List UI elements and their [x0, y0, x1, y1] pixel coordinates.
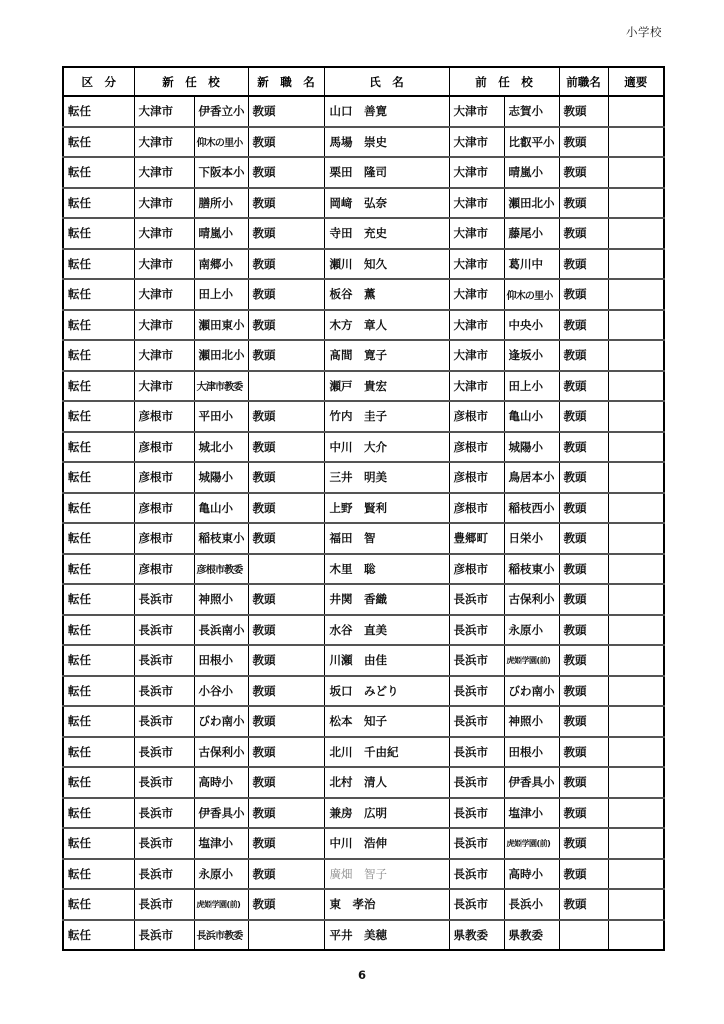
cell-prev-school: 永原小 — [504, 615, 559, 646]
table-row — [63, 96, 664, 127]
table-row — [63, 279, 664, 310]
cell-new-title — [248, 371, 324, 402]
cell-prev-title: 教頭 — [559, 96, 608, 127]
cell-name: 三井 明美 — [324, 462, 449, 493]
page-category-label: 小学校 — [626, 25, 662, 39]
cell-new-city: 彦根市 — [134, 401, 194, 432]
table-row — [63, 859, 664, 890]
cell-new-school: 彦根市教委 — [194, 554, 248, 585]
cell-prev-school: 虎姫学園(前) — [504, 645, 559, 676]
cell-name: 井関 香織 — [324, 584, 449, 615]
cell-prev-school: 高時小 — [504, 859, 559, 890]
cell-new-title: 教頭 — [248, 798, 324, 829]
cell-new-school: 伊香具小 — [194, 798, 248, 829]
cell-remarks — [608, 249, 664, 280]
cell-prev-school: 亀山小 — [504, 401, 559, 432]
cell-prev-title: 教頭 — [559, 615, 608, 646]
cell-prev-school: びわ南小 — [504, 676, 559, 707]
cell-new-city: 大津市 — [134, 218, 194, 249]
cell-prev-city: 長浜市 — [449, 889, 504, 920]
cell-prev-city: 大津市 — [449, 127, 504, 158]
cell-kubun: 転任 — [63, 828, 134, 859]
table-row — [63, 432, 664, 463]
cell-prev-title: 教頭 — [559, 157, 608, 188]
cell-prev-school: 塩津小 — [504, 798, 559, 829]
cell-new-school: 小谷小 — [194, 676, 248, 707]
cell-name: 坂口 みどり — [324, 676, 449, 707]
cell-new-city: 長浜市 — [134, 889, 194, 920]
cell-prev-title: 教頭 — [559, 645, 608, 676]
cell-prev-school: 県教委 — [504, 920, 559, 951]
cell-prev-city: 彦根市 — [449, 432, 504, 463]
cell-prev-title: 教頭 — [559, 828, 608, 859]
cell-new-school: 下阪本小 — [194, 157, 248, 188]
cell-prev-city: 長浜市 — [449, 676, 504, 707]
cell-new-city: 長浜市 — [134, 706, 194, 737]
cell-prev-title: 教頭 — [559, 889, 608, 920]
cell-remarks — [608, 279, 664, 310]
cell-new-city: 長浜市 — [134, 767, 194, 798]
cell-remarks — [608, 218, 664, 249]
table-row — [63, 462, 664, 493]
cell-name: 水谷 直美 — [324, 615, 449, 646]
cell-new-city: 彦根市 — [134, 554, 194, 585]
table-row — [63, 218, 664, 249]
cell-remarks — [608, 340, 664, 371]
cell-prev-title: 教頭 — [559, 767, 608, 798]
cell-name: 山口 善寛 — [324, 96, 449, 127]
cell-new-school: 大津市教委 — [194, 371, 248, 402]
cell-remarks — [608, 737, 664, 768]
cell-kubun: 転任 — [63, 310, 134, 341]
cell-new-school: 城北小 — [194, 432, 248, 463]
cell-new-school: 平田小 — [194, 401, 248, 432]
cell-prev-school: 瀬田北小 — [504, 188, 559, 219]
table-row — [63, 493, 664, 524]
cell-prev-title: 教頭 — [559, 401, 608, 432]
cell-new-city: 大津市 — [134, 340, 194, 371]
cell-new-school: 永原小 — [194, 859, 248, 890]
cell-new-title: 教頭 — [248, 645, 324, 676]
cell-remarks — [608, 157, 664, 188]
cell-name: 板谷 薫 — [324, 279, 449, 310]
cell-new-city: 大津市 — [134, 371, 194, 402]
cell-kubun: 転任 — [63, 920, 134, 951]
cell-prev-title: 教頭 — [559, 584, 608, 615]
cell-new-title: 教頭 — [248, 188, 324, 219]
cell-prev-title: 教頭 — [559, 523, 608, 554]
table-row — [63, 401, 664, 432]
table-row — [63, 554, 664, 585]
cell-prev-school: 田根小 — [504, 737, 559, 768]
cell-kubun: 転任 — [63, 432, 134, 463]
cell-remarks — [608, 432, 664, 463]
cell-new-title: 教頭 — [248, 584, 324, 615]
cell-prev-school: 伊香具小 — [504, 767, 559, 798]
cell-name: 瀬戸 貴宏 — [324, 371, 449, 402]
cell-prev-school: 長浜小 — [504, 889, 559, 920]
cell-new-school: 高時小 — [194, 767, 248, 798]
table-row — [63, 310, 664, 341]
cell-name: 福田 智 — [324, 523, 449, 554]
cell-new-title: 教頭 — [248, 310, 324, 341]
cell-prev-city: 大津市 — [449, 310, 504, 341]
cell-remarks — [608, 645, 664, 676]
cell-kubun: 転任 — [63, 188, 134, 219]
cell-new-school: 瀬田北小 — [194, 340, 248, 371]
cell-new-city: 大津市 — [134, 279, 194, 310]
cell-prev-city: 大津市 — [449, 188, 504, 219]
cell-name: 上野 賢利 — [324, 493, 449, 524]
cell-name: 中川 浩伸 — [324, 828, 449, 859]
cell-new-title: 教頭 — [248, 889, 324, 920]
table-row — [63, 889, 664, 920]
cell-new-title: 教頭 — [248, 523, 324, 554]
cell-prev-city: 大津市 — [449, 96, 504, 127]
cell-remarks — [608, 523, 664, 554]
cell-prev-title: 教頭 — [559, 218, 608, 249]
table-row — [63, 249, 664, 280]
cell-new-title: 教頭 — [248, 706, 324, 737]
cell-prev-city: 彦根市 — [449, 401, 504, 432]
cell-kubun: 転任 — [63, 645, 134, 676]
cell-new-title — [248, 554, 324, 585]
table-row — [63, 676, 664, 707]
cell-new-title: 教頭 — [248, 127, 324, 158]
cell-prev-title: 教頭 — [559, 462, 608, 493]
cell-name: 髙間 寛子 — [324, 340, 449, 371]
cell-kubun: 転任 — [63, 96, 134, 127]
cell-remarks — [608, 127, 664, 158]
table-row — [63, 371, 664, 402]
cell-prev-school: 日栄小 — [504, 523, 559, 554]
cell-name: 廣畑 智子 — [324, 859, 449, 890]
table-row — [63, 615, 664, 646]
cell-prev-school: 鳥居本小 — [504, 462, 559, 493]
page-number: 6 — [357, 968, 366, 982]
cell-new-city: 長浜市 — [134, 737, 194, 768]
cell-new-city: 大津市 — [134, 188, 194, 219]
cell-new-title: 教頭 — [248, 279, 324, 310]
cell-new-school: 塩津小 — [194, 828, 248, 859]
cell-prev-school: 中央小 — [504, 310, 559, 341]
table-row — [63, 523, 664, 554]
cell-prev-title — [559, 920, 608, 951]
cell-name: 川瀬 由佳 — [324, 645, 449, 676]
cell-prev-city: 長浜市 — [449, 737, 504, 768]
cell-new-title: 教頭 — [248, 493, 324, 524]
cell-prev-city: 彦根市 — [449, 493, 504, 524]
table-header — [63, 67, 664, 96]
table-row — [63, 188, 664, 219]
cell-remarks — [608, 889, 664, 920]
cell-prev-school: 逢坂小 — [504, 340, 559, 371]
table-row — [63, 767, 664, 798]
cell-prev-city: 長浜市 — [449, 767, 504, 798]
cell-kubun: 転任 — [63, 584, 134, 615]
cell-prev-title: 教頭 — [559, 676, 608, 707]
cell-new-city: 長浜市 — [134, 645, 194, 676]
cell-name: 松本 知子 — [324, 706, 449, 737]
cell-new-city: 長浜市 — [134, 920, 194, 951]
cell-new-school: 伊香立小 — [194, 96, 248, 127]
cell-new-school: 田根小 — [194, 645, 248, 676]
table-row — [63, 920, 664, 951]
cell-remarks — [608, 706, 664, 737]
cell-prev-school: 藤尾小 — [504, 218, 559, 249]
personnel-transfer-table — [62, 66, 665, 951]
cell-new-school: 長浜南小 — [194, 615, 248, 646]
cell-kubun: 転任 — [63, 462, 134, 493]
table-row — [63, 645, 664, 676]
cell-name: 兼房 広明 — [324, 798, 449, 829]
cell-new-title: 教頭 — [248, 767, 324, 798]
cell-new-school: 南郷小 — [194, 249, 248, 280]
cell-remarks — [608, 554, 664, 585]
cell-name: 木方 章人 — [324, 310, 449, 341]
cell-name: 北川 千由紀 — [324, 737, 449, 768]
cell-kubun: 転任 — [63, 798, 134, 829]
table-row — [63, 706, 664, 737]
cell-new-title: 教頭 — [248, 859, 324, 890]
cell-new-school: 瀬田東小 — [194, 310, 248, 341]
cell-prev-school: 葛川中 — [504, 249, 559, 280]
cell-prev-city: 長浜市 — [449, 584, 504, 615]
cell-kubun: 転任 — [63, 767, 134, 798]
cell-prev-city: 大津市 — [449, 371, 504, 402]
cell-prev-title: 教頭 — [559, 340, 608, 371]
cell-new-title: 教頭 — [248, 218, 324, 249]
cell-new-title: 教頭 — [248, 96, 324, 127]
cell-new-city: 長浜市 — [134, 615, 194, 646]
cell-prev-school: 比叡平小 — [504, 127, 559, 158]
cell-prev-city: 大津市 — [449, 340, 504, 371]
header-row — [63, 67, 664, 96]
cell-remarks — [608, 828, 664, 859]
cell-prev-city: 彦根市 — [449, 554, 504, 585]
table-row — [63, 340, 664, 371]
cell-new-school: 長浜市教委 — [194, 920, 248, 951]
cell-kubun: 転任 — [63, 615, 134, 646]
cell-new-title: 教頭 — [248, 615, 324, 646]
cell-new-school: 膳所小 — [194, 188, 248, 219]
cell-prev-title: 教頭 — [559, 859, 608, 890]
header-name: 氏 名 — [324, 67, 449, 96]
header-new-school: 新 任 校 — [134, 67, 248, 96]
cell-prev-title: 教頭 — [559, 798, 608, 829]
cell-new-title: 教頭 — [248, 676, 324, 707]
cell-prev-title: 教頭 — [559, 279, 608, 310]
cell-prev-school: 神照小 — [504, 706, 559, 737]
cell-new-school: 田上小 — [194, 279, 248, 310]
cell-prev-city: 長浜市 — [449, 615, 504, 646]
header-prev-title: 前職名 — [559, 67, 608, 96]
cell-prev-title: 教頭 — [559, 249, 608, 280]
cell-kubun: 転任 — [63, 676, 134, 707]
cell-prev-school: 晴嵐小 — [504, 157, 559, 188]
cell-kubun: 転任 — [63, 218, 134, 249]
cell-prev-city: 長浜市 — [449, 798, 504, 829]
header-new-title: 新 職 名 — [248, 67, 324, 96]
cell-new-school: 古保利小 — [194, 737, 248, 768]
table-row — [63, 127, 664, 158]
cell-kubun: 転任 — [63, 493, 134, 524]
cell-remarks — [608, 462, 664, 493]
cell-new-title: 教頭 — [248, 249, 324, 280]
cell-name: 岡﨑 弘奈 — [324, 188, 449, 219]
cell-kubun: 転任 — [63, 737, 134, 768]
cell-name: 寺田 充史 — [324, 218, 449, 249]
cell-remarks — [608, 615, 664, 646]
cell-prev-title: 教頭 — [559, 188, 608, 219]
cell-new-title: 教頭 — [248, 432, 324, 463]
cell-new-school: 虎姫学園(前) — [194, 889, 248, 920]
cell-prev-title: 教頭 — [559, 432, 608, 463]
cell-prev-school: 稲枝西小 — [504, 493, 559, 524]
cell-prev-city: 豊郷町 — [449, 523, 504, 554]
cell-new-title: 教頭 — [248, 828, 324, 859]
cell-prev-city: 大津市 — [449, 218, 504, 249]
cell-new-city: 大津市 — [134, 157, 194, 188]
cell-new-title: 教頭 — [248, 737, 324, 768]
cell-new-city: 長浜市 — [134, 798, 194, 829]
cell-name: 中川 大介 — [324, 432, 449, 463]
cell-kubun: 転任 — [63, 523, 134, 554]
cell-prev-city: 大津市 — [449, 157, 504, 188]
table-body — [63, 96, 664, 950]
cell-name: 栗田 隆司 — [324, 157, 449, 188]
cell-kubun: 転任 — [63, 554, 134, 585]
cell-remarks — [608, 676, 664, 707]
cell-prev-city: 彦根市 — [449, 462, 504, 493]
cell-kubun: 転任 — [63, 340, 134, 371]
cell-new-school: 仰木の里小 — [194, 127, 248, 158]
cell-remarks — [608, 859, 664, 890]
cell-prev-school: 古保利小 — [504, 584, 559, 615]
cell-new-city: 大津市 — [134, 96, 194, 127]
cell-new-school: 神照小 — [194, 584, 248, 615]
cell-remarks — [608, 401, 664, 432]
cell-prev-title: 教頭 — [559, 310, 608, 341]
cell-prev-city: 長浜市 — [449, 828, 504, 859]
cell-remarks — [608, 96, 664, 127]
cell-new-title: 教頭 — [248, 157, 324, 188]
cell-new-school: 晴嵐小 — [194, 218, 248, 249]
cell-new-title: 教頭 — [248, 340, 324, 371]
cell-name: 平井 美穂 — [324, 920, 449, 951]
cell-new-city: 長浜市 — [134, 584, 194, 615]
header-remarks: 適要 — [608, 67, 664, 96]
cell-remarks — [608, 920, 664, 951]
cell-name: 木里 聡 — [324, 554, 449, 585]
cell-new-city: 長浜市 — [134, 859, 194, 890]
cell-prev-city: 県教委 — [449, 920, 504, 951]
cell-new-city: 彦根市 — [134, 523, 194, 554]
cell-remarks — [608, 188, 664, 219]
cell-prev-school: 稲枝東小 — [504, 554, 559, 585]
cell-remarks — [608, 798, 664, 829]
cell-new-school: 城陽小 — [194, 462, 248, 493]
cell-name: 馬場 崇史 — [324, 127, 449, 158]
cell-kubun: 転任 — [63, 859, 134, 890]
header-kubun: 区 分 — [63, 67, 134, 96]
cell-remarks — [608, 767, 664, 798]
cell-prev-title: 教頭 — [559, 737, 608, 768]
cell-prev-school: 志賀小 — [504, 96, 559, 127]
cell-prev-city: 長浜市 — [449, 645, 504, 676]
cell-new-city: 長浜市 — [134, 676, 194, 707]
cell-new-city: 大津市 — [134, 249, 194, 280]
cell-remarks — [608, 584, 664, 615]
cell-prev-school: 虎姫学園(前) — [504, 828, 559, 859]
cell-remarks — [608, 310, 664, 341]
cell-new-title: 教頭 — [248, 462, 324, 493]
cell-kubun: 転任 — [63, 706, 134, 737]
header-prev-school: 前 任 校 — [449, 67, 559, 96]
cell-kubun: 転任 — [63, 157, 134, 188]
cell-kubun: 転任 — [63, 249, 134, 280]
table-row — [63, 828, 664, 859]
cell-prev-title: 教頭 — [559, 706, 608, 737]
cell-prev-title: 教頭 — [559, 127, 608, 158]
cell-kubun: 転任 — [63, 127, 134, 158]
cell-new-school: びわ南小 — [194, 706, 248, 737]
cell-prev-title: 教頭 — [559, 493, 608, 524]
cell-prev-school: 田上小 — [504, 371, 559, 402]
cell-new-city: 長浜市 — [134, 828, 194, 859]
cell-new-school: 稲枝東小 — [194, 523, 248, 554]
cell-prev-city: 大津市 — [449, 279, 504, 310]
cell-kubun: 転任 — [63, 279, 134, 310]
table-row — [63, 737, 664, 768]
cell-kubun: 転任 — [63, 889, 134, 920]
table-row — [63, 584, 664, 615]
cell-kubun: 転任 — [63, 371, 134, 402]
cell-new-city: 大津市 — [134, 127, 194, 158]
table-row — [63, 798, 664, 829]
cell-remarks — [608, 493, 664, 524]
cell-new-city: 彦根市 — [134, 462, 194, 493]
cell-prev-city: 大津市 — [449, 249, 504, 280]
table-row — [63, 157, 664, 188]
cell-remarks — [608, 371, 664, 402]
cell-prev-city: 長浜市 — [449, 706, 504, 737]
cell-prev-city: 長浜市 — [449, 859, 504, 890]
cell-name: 東 孝治 — [324, 889, 449, 920]
cell-new-title — [248, 920, 324, 951]
cell-prev-title: 教頭 — [559, 554, 608, 585]
cell-name: 北村 清人 — [324, 767, 449, 798]
cell-new-city: 彦根市 — [134, 493, 194, 524]
cell-name: 瀬川 知久 — [324, 249, 449, 280]
cell-prev-title: 教頭 — [559, 371, 608, 402]
cell-new-school: 亀山小 — [194, 493, 248, 524]
cell-prev-school: 城陽小 — [504, 432, 559, 463]
cell-name: 竹内 圭子 — [324, 401, 449, 432]
cell-new-title: 教頭 — [248, 401, 324, 432]
cell-new-city: 大津市 — [134, 310, 194, 341]
cell-kubun: 転任 — [63, 401, 134, 432]
cell-new-city: 彦根市 — [134, 432, 194, 463]
cell-prev-school: 仰木の里小 — [504, 279, 559, 310]
